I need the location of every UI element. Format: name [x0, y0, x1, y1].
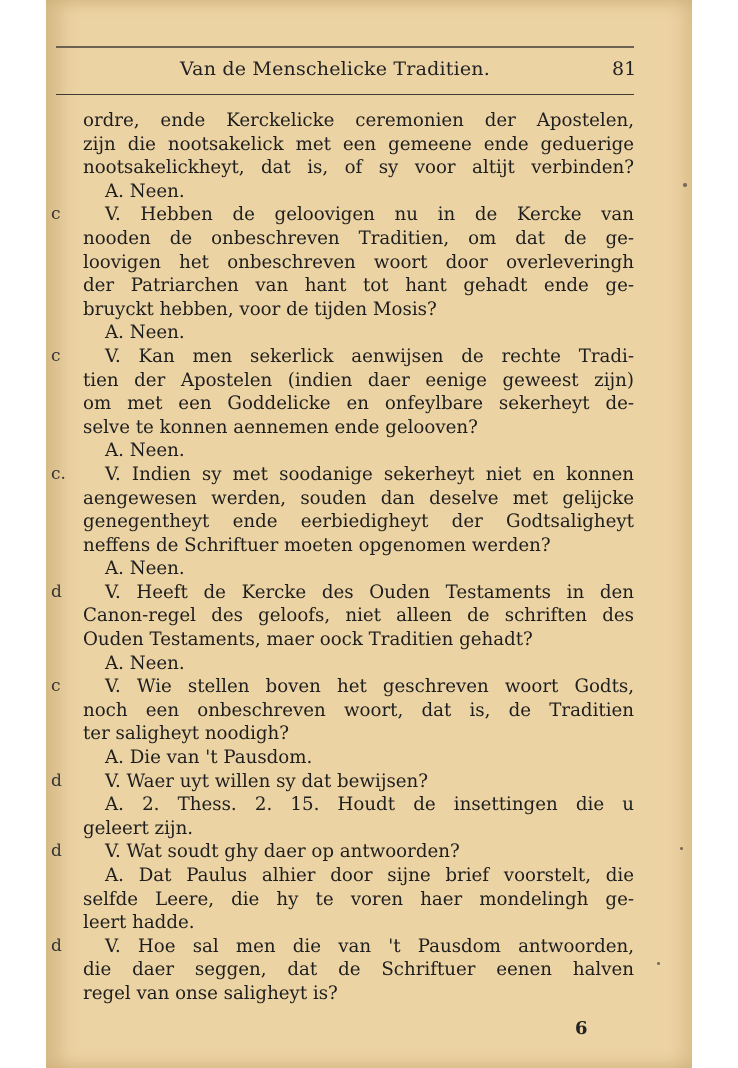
text-line: [46, 345, 692, 369]
line-text: die daer seggen, dat de Schriftuer eenen halven: [83, 959, 634, 981]
text-line: [46, 227, 692, 251]
text-line: [46, 133, 692, 157]
text-line: [46, 958, 692, 982]
text-line: [46, 463, 692, 487]
margin-marker: d: [51, 935, 62, 956]
text-line: [46, 793, 692, 817]
text-line: [46, 817, 692, 841]
text-line: [46, 510, 692, 534]
margin-marker: d: [51, 770, 62, 791]
text-line: [46, 180, 692, 204]
line-text: ordre, ende Kerckelicke ceremonien der Apostelen,: [83, 110, 634, 131]
line-text: A. Neen.: [105, 558, 185, 580]
text-line: [46, 652, 692, 676]
paper-speck: [680, 847, 683, 850]
running-header-title: Van de Menschelicke Traditien.: [180, 58, 490, 80]
text-line: [46, 911, 692, 935]
text-line: [46, 604, 692, 628]
text-line: [46, 274, 692, 298]
line-text: aengewesen werden, souden dan deselve met gelijcke: [83, 487, 634, 509]
text-line: [46, 581, 692, 605]
text-line: [46, 369, 692, 393]
line-text: selve te konnen aennemen ende gelooven?: [83, 416, 478, 438]
text-line: [46, 534, 692, 558]
margin-marker: c.: [51, 463, 66, 484]
line-text: V. Hebben de geloovigen nu in de Kercke van: [105, 204, 634, 226]
line-text: bruyckt hebben, voor de tijden Mosis?: [83, 298, 437, 320]
line-text: om met een Goddelicke en onfeylbare sekerheyt de-: [83, 393, 634, 415]
line-text: A. Neen.: [105, 180, 185, 202]
text-line: [46, 770, 692, 794]
text-line: [46, 675, 692, 699]
line-text: V. Indien sy met soodanige sekerheyt niet en konnen: [105, 463, 634, 485]
line-text: leert hadde.: [83, 912, 195, 934]
text-line: [46, 439, 692, 463]
margin-marker: c: [51, 204, 61, 225]
text-line: [46, 864, 692, 888]
line-text: A. 2. Thess. 2. 15. Houdt de insettingen die u: [105, 794, 634, 816]
line-text: genegentheyt ende eerbiedigheyt der Godtsaligheyt: [83, 511, 634, 533]
page-number: 81: [612, 58, 637, 80]
line-text: V. Hoe sal men die van 't Pausdom antwoorden,: [105, 935, 634, 957]
line-text: V. Wat soudt ghy daer op antwoorden?: [105, 841, 460, 863]
text-line: [46, 888, 692, 912]
text-line: [46, 746, 692, 770]
text-line: [46, 203, 692, 227]
signature-mark: 6: [575, 1018, 588, 1039]
text-line: [46, 840, 692, 864]
line-text: V. Wie stellen boven het geschreven woort Godts,: [105, 676, 634, 698]
body-text: [46, 109, 692, 1006]
text-line: [46, 109, 692, 133]
line-text: ter saligheyt noodigh?: [83, 723, 290, 745]
text-line: [46, 628, 692, 652]
text-line: [46, 392, 692, 416]
text-line: [46, 557, 692, 581]
line-text: A. Die van 't Pausdom.: [105, 747, 313, 769]
text-line: [46, 298, 692, 322]
margin-marker: c: [51, 676, 61, 697]
line-text: noch een onbeschreven woort, dat is, de Traditien: [83, 699, 634, 721]
line-text: Ouden Testaments, maer oock Traditien gehadt?: [83, 629, 533, 651]
line-text: zijn die nootsakelick met een gemeene ende geduerige: [83, 133, 634, 155]
line-text: V. Kan men sekerlick aenwijsen de rechte Tradi-: [105, 345, 634, 367]
line-text: V. Heeft de Kercke des Ouden Testaments in den: [105, 581, 634, 603]
line-text: V. Waer uyt willen sy dat bewijsen?: [105, 770, 429, 792]
margin-marker: d: [51, 581, 62, 602]
book-page: [46, 0, 692, 1068]
text-line: [46, 416, 692, 440]
text-line: [46, 699, 692, 723]
line-text: A. Neen.: [105, 322, 185, 344]
line-text: regel van onse saligheyt is?: [83, 982, 338, 1004]
text-line: [46, 935, 692, 959]
text-line: [46, 156, 692, 180]
line-text: der Patriarchen van hant tot hant gehadt ende ge-: [83, 275, 634, 297]
line-text: A. Neen.: [105, 652, 185, 674]
line-text: nootsakelickheyt, dat is, of sy voor altijt verbinden?: [83, 157, 634, 179]
margin-marker: c: [51, 345, 61, 366]
text-line: [46, 251, 692, 275]
line-text: tien der Apostelen (indien daer eenige geweest zijn): [83, 369, 634, 391]
line-text: A. Neen.: [105, 440, 185, 462]
header-rule-top: [56, 46, 634, 48]
line-text: Canon-regel des geloofs, niet alleen de schriften des: [83, 605, 634, 627]
margin-marker: d: [51, 841, 62, 862]
text-line: [46, 321, 692, 345]
line-text: loovigen het onbeschreven woort door overleveringh: [83, 251, 634, 273]
line-text: nooden de onbeschreven Traditien, om dat de ge-: [83, 227, 634, 249]
header-rule-bottom: [56, 94, 634, 95]
line-text: neffens de Schriftuer moeten opgenomen werden?: [83, 534, 551, 556]
line-text: geleert zijn.: [83, 817, 194, 839]
text-line: [46, 722, 692, 746]
paper-speck: [683, 183, 687, 187]
text-line: [46, 487, 692, 511]
line-text: A. Dat Paulus alhier door sijne brief voorstelt, die: [105, 865, 634, 886]
text-line: [46, 982, 692, 1006]
paper-speck: [657, 962, 660, 965]
line-text: selfde Leere, die hy te voren haer mondelingh ge-: [83, 888, 634, 910]
